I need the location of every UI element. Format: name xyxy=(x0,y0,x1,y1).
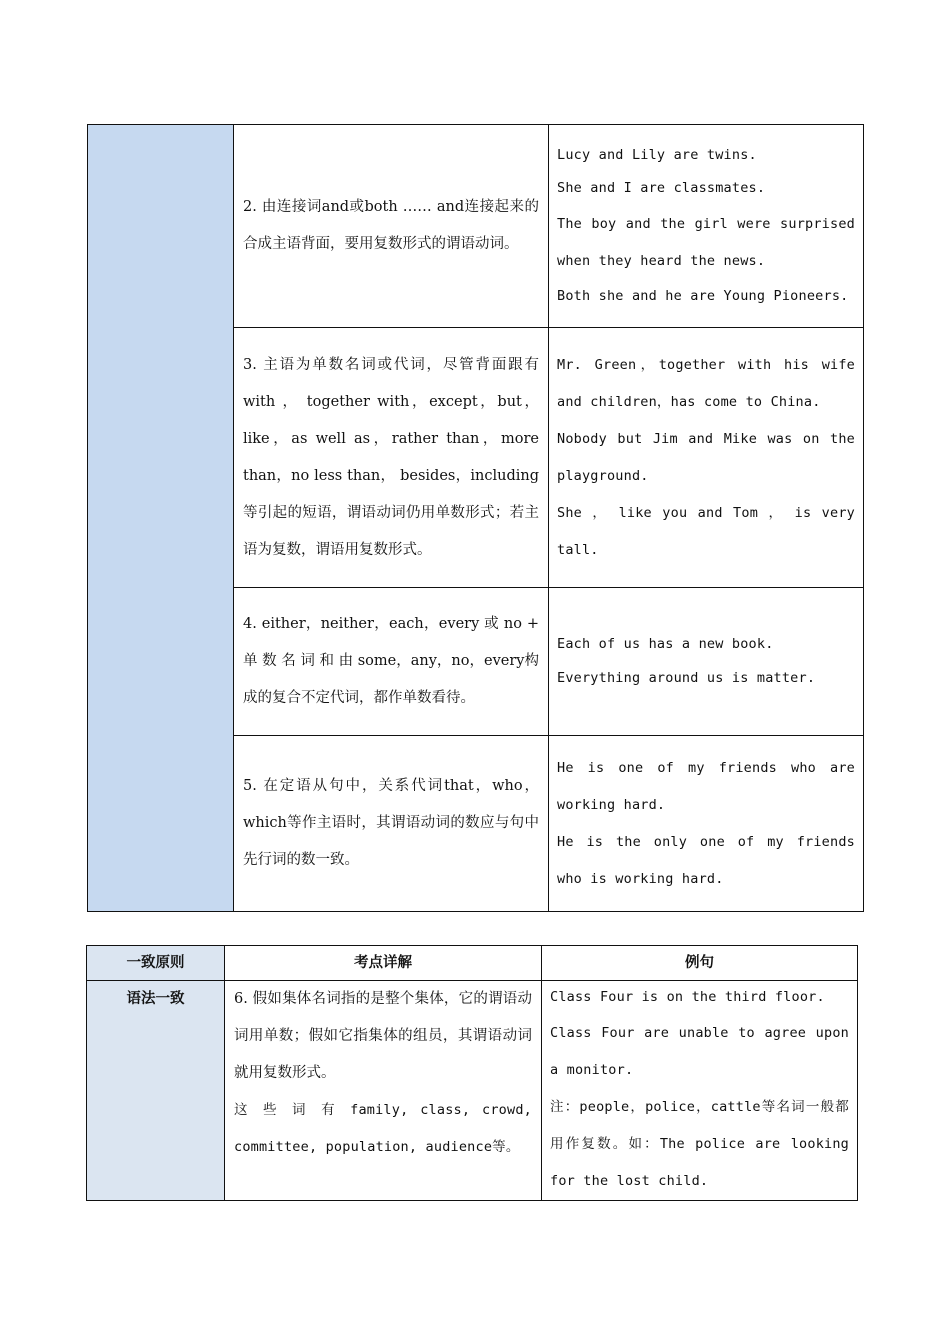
example-sentence: Class Four is on the third floor. xyxy=(550,989,825,1005)
example-sentence: She ， like you and Tom ， is very tall. xyxy=(557,504,855,558)
example-sentence: Nobody but Jim and Mike was on the playground. xyxy=(557,430,855,484)
category-label: 语法一致 xyxy=(87,981,225,1201)
header-explanation: 考点详解 xyxy=(225,946,542,981)
example-sentence: She and I are classmates. xyxy=(557,180,766,197)
example-sentence: Each of us has a new book. xyxy=(557,636,774,652)
grammar-table-continued xyxy=(87,124,864,912)
example-sentence: Everything around us is matter. xyxy=(557,669,816,686)
rule-cell-3: 3. 主语为单数名词或代词，尽管背面跟有 with ， together with，except，but，like，as well as，rather than，more than，no less than， besides，including等引起的短语，谓语动词仍用单数形式；若主语为复数，谓语用复数形式。 xyxy=(234,328,549,588)
example-sentence: Mr. Green，together with his wife and children，has come to China. xyxy=(557,356,855,410)
rule-cell-6 xyxy=(225,981,542,1201)
example-cell-4 xyxy=(549,588,864,736)
rule-cell-4: 4. either，neither，each，every 或 no + 单 数 名 词 和 由 some，any，no，every构成的复合不定代词，都作单数看待。 xyxy=(234,588,549,736)
header-principle: 一致原则 xyxy=(87,946,225,981)
example-cell-2 xyxy=(549,125,864,328)
example-sentence: Both she and he are Young Pioneers. xyxy=(557,287,849,304)
example-sentence: Class Four are unable to agree upon a monitor. xyxy=(550,1024,849,1078)
grammar-table xyxy=(86,945,858,1201)
example-sentence: He is one of my friends who are working hard. xyxy=(557,759,855,813)
example-cell-5 xyxy=(549,736,864,912)
example-cell-3 xyxy=(549,328,864,588)
rule-cell-2: 2. 由连接词and或both …… and连接起来的合成主语背面，要用复数形式的谓语动词。 xyxy=(234,125,549,328)
example-cell-6 xyxy=(542,981,858,1201)
rule-extra-text: 这 些 词 有 family, class, crowd, committee, population, audience等。 xyxy=(234,1102,532,1155)
rule-cell-5: 5. 在定语从句中，关系代词that，who， which等作主语时，其谓语动词的数应与句中先行词的数一致。 xyxy=(234,736,549,912)
example-sentence: The boy and the girl were surprised when they heard the news. xyxy=(557,215,855,269)
category-cell xyxy=(88,125,234,912)
example-sentence: Lucy and Lily are twins. xyxy=(557,146,757,163)
example-sentence: He is the only one of my friends who is working hard. xyxy=(557,833,855,887)
example-note: 注：people，police，cattle等名词一般都用作复数。如：The police are looking for the lost child. xyxy=(550,1098,849,1189)
rule-text: 6. 假如集体名词指的是整个集体，它的谓语动词用单数；假如它指集体的组员，其谓语动词就用复数形式。 xyxy=(234,991,532,1081)
header-examples: 例句 xyxy=(542,946,858,981)
